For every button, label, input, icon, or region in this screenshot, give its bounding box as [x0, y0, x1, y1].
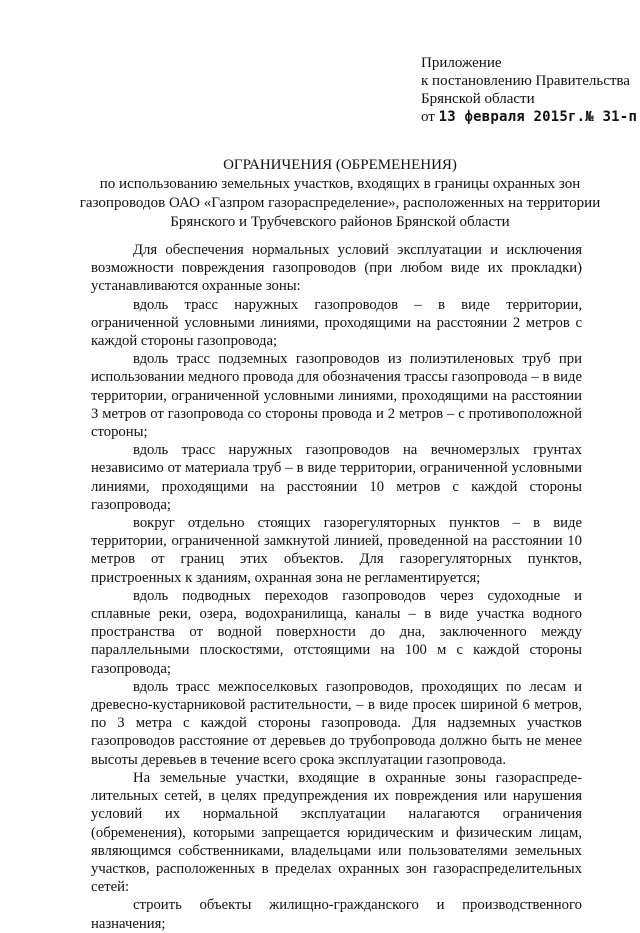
annex-date-prefix: от	[421, 109, 435, 125]
body-paragraph: Для обеспечения нормальных условий эксплуатации и исключения возможности повреждения газопроводов (при любом виде их прокладки) устанавливаются охранные зоны:	[91, 242, 582, 295]
annex-date-stamp: 13 февраля 2015г.№ 31-п	[438, 109, 638, 125]
body-paragraph: вдоль трасс подземных газопроводов из полиэтиленовых труб при использовании медного провода для обозначения трассы газопровода – в виде территории, ограниченной условными линиями, проходящими на расстоянии 3 метров от газопровода со стороны провода и 2 метров – с противоположной стороны;	[91, 351, 582, 441]
body-paragraph: вдоль подводных переходов газопроводов через судоходные и сплавные реки, озера, водохранилища, каналы – в виде участка водного пространства от водной поверхности до дна, заключенного между параллельными плоскостями, отстоящими на 100 м с каждой стороны газопровода;	[91, 587, 582, 677]
annex-decree-reference: к постановлению Правительства	[421, 73, 630, 89]
annex-region: Брянской области	[421, 91, 535, 107]
document-body	[91, 241, 582, 933]
annex-date-line	[421, 108, 638, 126]
body-paragraph: вдоль трасс наружных газопроводов на вечномерзлых грунтах независимо от материала труб – в виде территории, ограниченной условными линиями, проходящими на расстоянии 10 метров с каждой стороны газопровода;	[91, 442, 582, 513]
annex-label: Приложение	[421, 55, 502, 71]
body-paragraph-final-tail: назначения;	[91, 915, 166, 932]
body-paragraph-final: строить объекты жилищно-гражданского и производственного	[133, 897, 582, 914]
body-paragraph: вдоль трасс межпоселковых газопроводов, проходящих по лесам и древесно-кустарниковой растительности, – в виде просек шириной 6 метров, по 3 метра с каждой стороны газопровода. Для надземных участков газопроводов расстояние от деревьев до трубопровода должно быть не менее высоты деревьев в течение всего срока эксплуатации газопровода.	[91, 678, 582, 768]
body-paragraph: вокруг отдельно стоящих газорегуляторных пунктов – в виде территории, ограниченной замкнутой линией, проведенной на расстоянии 10 метров от границ этих объектов. Для газорегуляторных пунктов, пристроенных к зданиям, охранная зона не регламентируется;	[91, 515, 582, 586]
document-subtitle: по использованию земельных участков, входящих в границы охранных зон газопроводов ОАО «Газпром газораспределение», расположенных на территории Брянского и Трубчевского районов Брянской области	[79, 176, 601, 230]
document-title: ОГРАНИЧЕНИЯ (ОБРЕМЕНЕНИЯ)	[223, 157, 457, 173]
body-paragraph: На земельные участки, входящие в охранные зоны газораспреде-лительных сетей, в целях предупреждения их повреждения или нарушения условий их нормальной эксплуатации налагаются ограничения (обременения), которыми запрещается юридическим и физическим лицам, являющимся собственниками, владельцами или пользователями земельных участков, расположенных в пределах охранных зон газораспределительных сетей:	[91, 769, 582, 896]
body-paragraph: вдоль трасс наружных газопроводов – в виде территории, ограниченной условными линиями, проходящими на расстоянии 2 метров с каждой стороны газопровода;	[91, 296, 582, 350]
annex-block	[421, 54, 638, 126]
